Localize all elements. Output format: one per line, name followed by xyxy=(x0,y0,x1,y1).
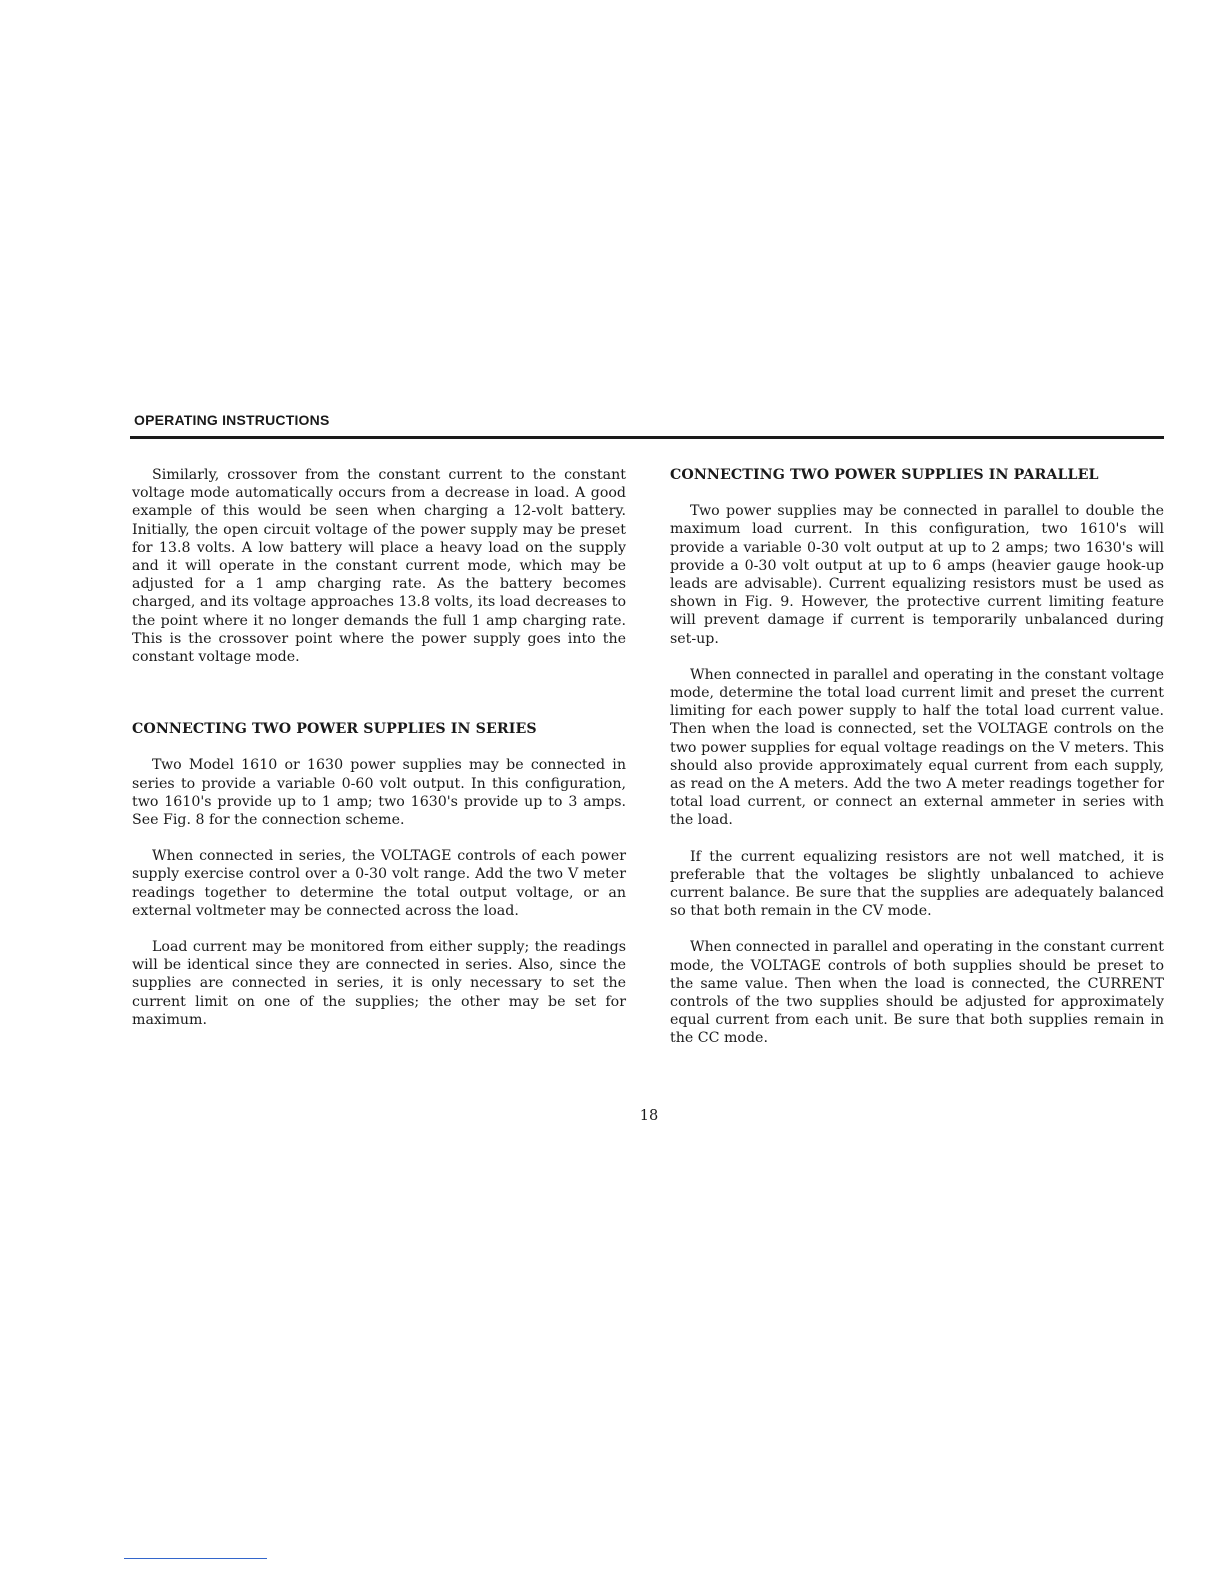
spacer xyxy=(132,666,626,720)
spacer xyxy=(132,920,626,938)
parallel-paragraph-4: When connected in parallel and operating in the constant current mode, the VOLTAGE controls of both supplies should be preset to the same value. Then when the load is connected, the CURRENT controls of the two supplies should be adjusted for approximately equal current from each unit. Be sure that both supplies remain in the CC mode. xyxy=(670,939,1164,1047)
series-paragraph-1: Two Model 1610 or 1630 power supplies may be connected in series to provide a variable 0-60 volt output. In this configuration, two 1610's provide up to 1 amp; two 1630's provide up to 3 amps. See Fig. 8 for the connection scheme. xyxy=(132,757,626,829)
page-number: 18 xyxy=(639,1108,659,1124)
parallel-paragraph-2: When connected in parallel and operating in the constant voltage mode, determine the total load current limit and preset the current limiting for each power supply to half the total load current value. Then when the load is connected, set the VOLTAGE controls on the two power supplies for equal voltage readings on the V meters. This should also provide approximately equal current from each supply, as read on the A meters. Add the two A meter readings together for total load current, or connect an external ammeter in series with the load. xyxy=(670,666,1164,829)
left-column xyxy=(132,466,626,1029)
spacer xyxy=(670,648,1164,666)
footer-divider xyxy=(124,1558,267,1559)
parallel-paragraph-1: Two power supplies may be connected in parallel to double the maximum load current. In this configuration, two 1610's will provide a variable 0-30 volt output at up to 2 amps; two 1630's will provide a 0-30 volt output at up to 6 amps (heavier gauge hook-up leads are advisable). Current equalizing resistors must be used as shown in Fig. 9. However, the protective current limiting feature will prevent damage if current is temporarily unbalanced during set-up. xyxy=(670,503,1164,647)
series-section-heading: CONNECTING TWO POWER SUPPLIES IN SERIES xyxy=(132,721,537,738)
spacer xyxy=(670,920,1164,938)
intro-paragraph: Similarly, crossover from the constant current to the constant voltage mode automatically occurs from a decrease in load. A good example of this would be seen when charging a 12-volt battery. Initially, the open circuit voltage of the power supply may be preset for 13.8 volts. A low battery will place a heavy load on the supply and it will operate in the constant current mode, which may be adjusted for a 1 amp charging rate. As the battery becomes charged, and its voltage approaches 13.8 volts, its load decreases to the point where it no longer demands the full 1 amp charging rate. This is the crossover point where the power supply goes into the constant voltage mode. xyxy=(132,467,626,666)
series-paragraph-2: When connected in series, the VOLTAGE controls of each power supply exercise control over a 0-30 volt range. Add the two V meter readings together to determine the total output voltage, or an external voltmeter may be connected across the load. xyxy=(132,848,626,919)
header-divider xyxy=(130,436,1164,439)
right-column xyxy=(670,466,1164,1048)
spacer xyxy=(132,829,626,847)
spacer xyxy=(670,484,1164,502)
parallel-section-heading: CONNECTING TWO POWER SUPPLIES IN PARALLEL xyxy=(670,467,1099,483)
spacer xyxy=(670,830,1164,848)
parallel-paragraph-3: If the current equalizing resistors are not well matched, it is preferable that the voltages be slightly unbalanced to achieve current balance. Be sure that the supplies are adequately balanced so that both remain in the CV mode. xyxy=(670,848,1164,920)
spacer xyxy=(132,738,626,756)
page-header-title: OPERATING INSTRUCTIONS xyxy=(134,412,330,428)
series-paragraph-3: Load current may be monitored from either supply; the readings will be identical since they are connected in series. Also, since the supplies are connected in series, it is only necessary to set the current limit on one of the supplies; the other may be set for maximum. xyxy=(132,939,626,1028)
